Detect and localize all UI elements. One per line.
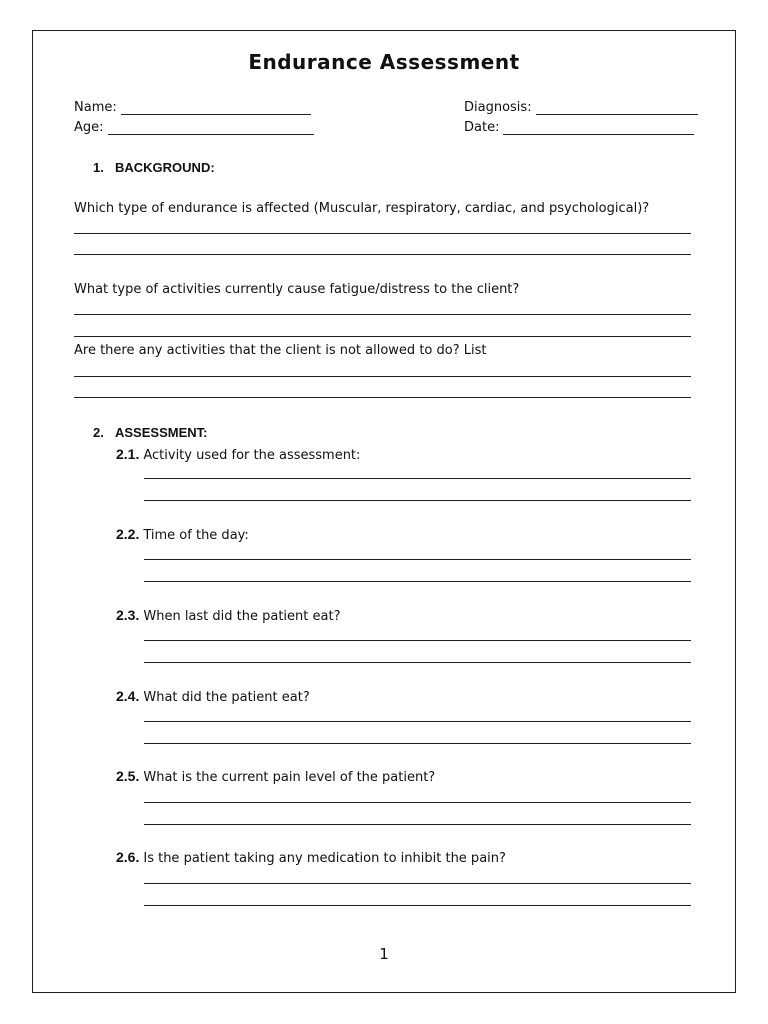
answer-line[interactable]	[144, 500, 691, 501]
section-background-heading	[93, 160, 215, 175]
section-number: 2.	[93, 425, 104, 440]
section-title: BACKGROUND:	[115, 160, 215, 175]
item-number: 2.6.	[116, 849, 140, 865]
answer-line[interactable]	[74, 233, 691, 234]
item-text: What is the current pain level of the patient?	[143, 770, 436, 785]
page-number: 1	[379, 945, 389, 963]
section-number: 1.	[93, 160, 104, 175]
name-label: Name:	[74, 100, 117, 115]
age-field	[74, 120, 314, 135]
answer-line[interactable]	[144, 559, 691, 560]
name-input-line[interactable]	[121, 101, 311, 115]
assessment-item-2-5	[116, 768, 435, 785]
answer-line[interactable]	[144, 824, 691, 825]
answer-line[interactable]	[74, 397, 691, 398]
item-text: What did the patient eat?	[143, 690, 310, 705]
answer-line[interactable]	[74, 314, 691, 315]
item-number: 2.1.	[116, 446, 140, 462]
assessment-item-2-2	[116, 526, 249, 543]
diagnosis-field	[464, 100, 698, 115]
assessment-item-2-1	[116, 446, 360, 463]
date-field	[464, 120, 694, 135]
answer-line[interactable]	[144, 640, 691, 641]
item-text: Time of the day:	[143, 528, 249, 543]
answer-line[interactable]	[144, 478, 691, 479]
answer-line[interactable]	[144, 802, 691, 803]
item-text: Activity used for the assessment:	[143, 448, 361, 463]
item-text: When last did the patient eat?	[143, 609, 341, 624]
name-field	[74, 100, 311, 115]
answer-line[interactable]	[74, 254, 691, 255]
document-title: Endurance Assessment	[248, 50, 520, 74]
age-input-line[interactable]	[108, 121, 314, 135]
assessment-item-2-3	[116, 607, 340, 624]
answer-line[interactable]	[144, 743, 691, 744]
answer-line[interactable]	[74, 336, 691, 337]
answer-line[interactable]	[144, 721, 691, 722]
assessment-item-2-4	[116, 688, 310, 705]
answer-line[interactable]	[144, 662, 691, 663]
question-endurance-type: Which type of endurance is affected (Muscular, respiratory, cardiac, and psychological)?	[74, 201, 650, 216]
question-restricted-activities: Are there any activities that the client is not allowed to do? List	[74, 343, 487, 358]
item-number: 2.2.	[116, 526, 140, 542]
answer-line[interactable]	[144, 905, 691, 906]
date-input-line[interactable]	[503, 121, 694, 135]
age-label: Age:	[74, 120, 104, 135]
item-number: 2.3.	[116, 607, 140, 623]
section-assessment-heading	[93, 425, 207, 440]
diagnosis-input-line[interactable]	[536, 101, 698, 115]
item-text: Is the patient taking any medication to inhibit the pain?	[143, 851, 506, 866]
question-fatigue-activities: What type of activities currently cause fatigue/distress to the client?	[74, 282, 520, 297]
date-label: Date:	[464, 120, 500, 135]
answer-line[interactable]	[144, 883, 691, 884]
answer-line[interactable]	[144, 581, 691, 582]
item-number: 2.5.	[116, 768, 140, 784]
diagnosis-label: Diagnosis:	[464, 100, 532, 115]
assessment-item-2-6	[116, 849, 506, 866]
item-number: 2.4.	[116, 688, 140, 704]
section-title: ASSESSMENT:	[115, 425, 208, 440]
answer-line[interactable]	[74, 376, 691, 377]
